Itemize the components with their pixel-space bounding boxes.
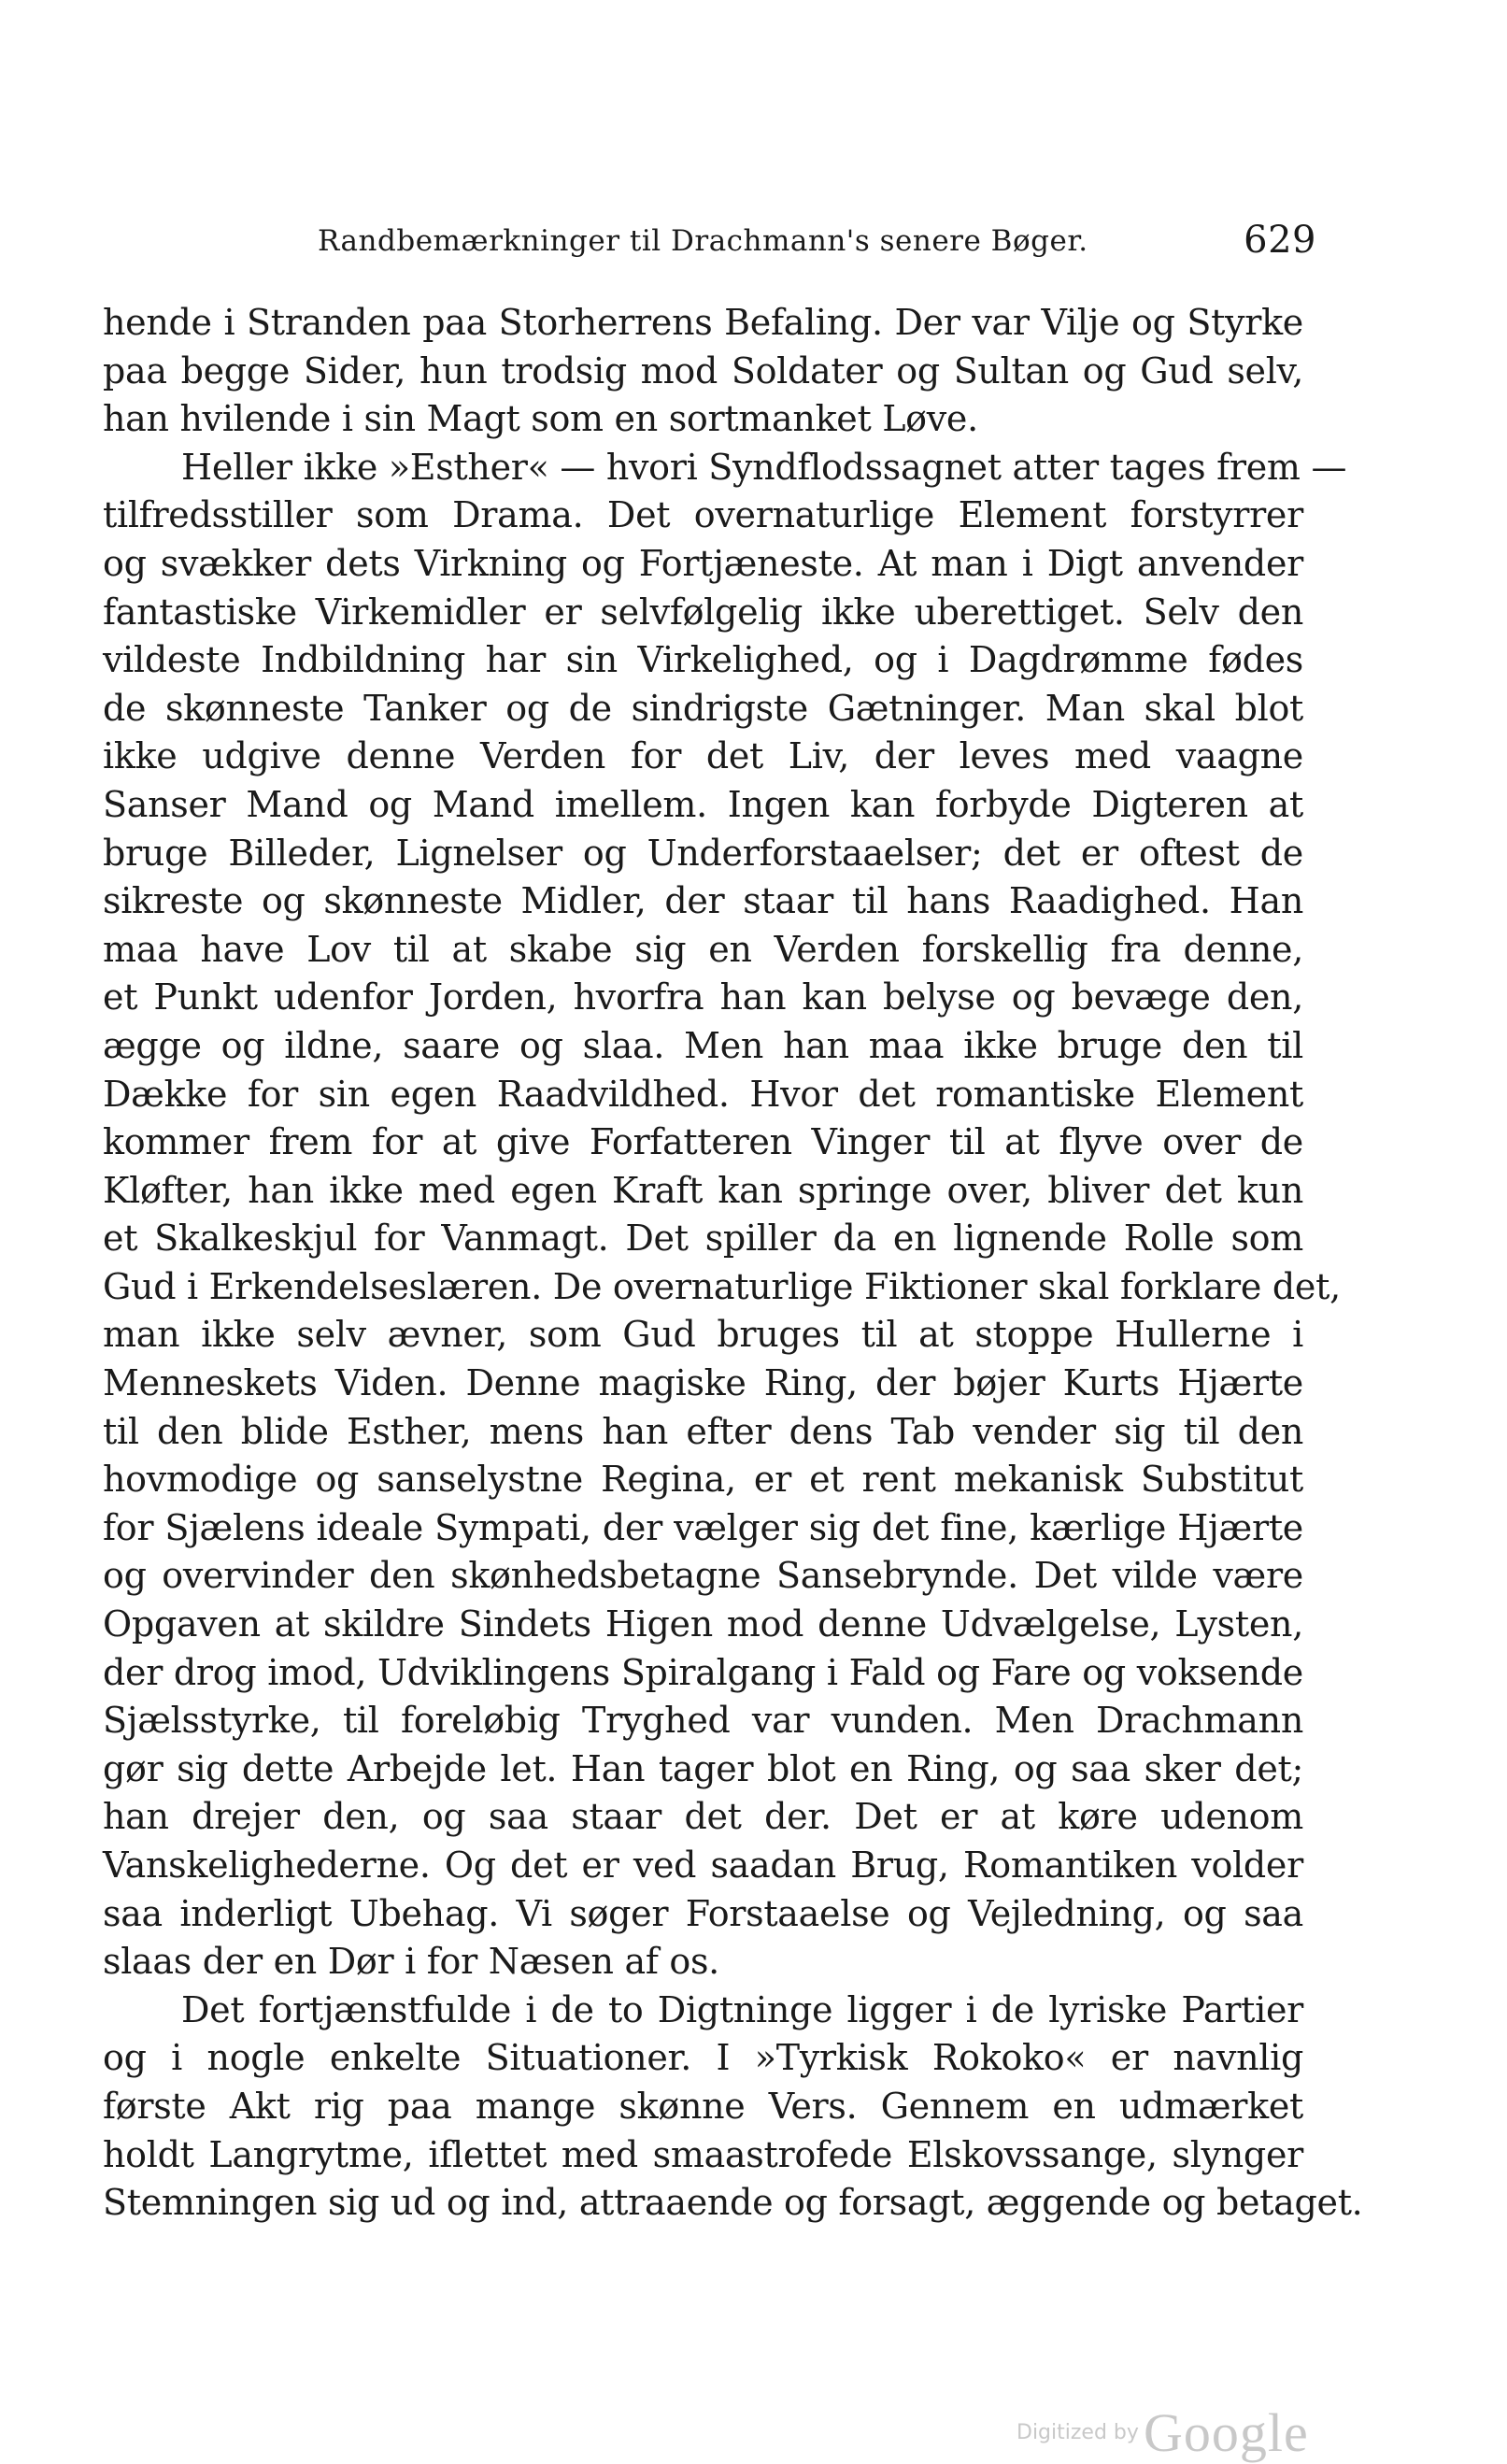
text-line: Gud i Erkendelseslæren. De overnaturlige Fiktioner skal forklare det, xyxy=(103,1265,1341,1307)
text-line: holdt Langrytme, iflettet med smaastrofede Elskovssange, slynger xyxy=(103,2133,1303,2175)
text-line: Opgaven at skildre Sindets Higen mod denne Udvælgelse, Lysten, xyxy=(103,1603,1303,1645)
text-line: et Punkt udenfor Jorden, hvorfra han kan belyse og bevæge den, xyxy=(103,976,1303,1018)
text-line: Det fortjænstfulde i de to Digtninge ligger i de lyriske Partier xyxy=(181,1988,1303,2030)
text-line: Kløfter, han ikke med egen Kraft kan springe over, bliver det kun xyxy=(103,1169,1303,1211)
text-line: Sjælsstyrke, til foreløbig Tryghed var vunden. Men Drachmann xyxy=(103,1700,1303,1742)
text-line: maa have Lov til at skabe sig en Verden forskellig fra denne, xyxy=(103,928,1303,970)
text-line: et Skalkeskjul for Vanmagt. Det spiller da en lignende Rolle som xyxy=(103,1218,1303,1260)
body-text xyxy=(103,299,1363,2228)
text-line: Vanskelighederne. Og det er ved saadan Brug, Romantiken volder xyxy=(103,1844,1303,1886)
text-line: han hvilende i sin Magt som en sortmanket Løve. xyxy=(103,398,978,440)
running-title: Randbemærkninger til Drachmann's senere Bøger. xyxy=(318,224,1088,258)
text-line: Heller ikke »Esther« — hvori Syndflodssagnet atter tages frem — xyxy=(181,446,1347,488)
text-line: gør sig dette Arbejde let. Han tager blot en Ring, og saa sker det; xyxy=(103,1747,1303,1789)
text-line: og overvinder den skønhedsbetagne Sansebrynde. Det vilde være xyxy=(103,1555,1303,1597)
text-line: slaas der en Dør i for Næsen af os. xyxy=(103,1941,719,1983)
page-number: 629 xyxy=(1244,219,1316,262)
text-line: Sanser Mand og Mand imellem. Ingen kan forbyde Digteren at xyxy=(103,783,1303,825)
text-line: saa inderligt Ubehag. Vi søger Forstaaelse og Vejledning, og saa xyxy=(103,1892,1303,1934)
google-logo: Google xyxy=(1144,2402,1309,2463)
text-line: kommer frem for at give Forfatteren Vinger til at flyve over de xyxy=(103,1121,1303,1163)
digitized-watermark xyxy=(1017,2401,1309,2464)
text-line: og svækker dets Virkning og Fortjæneste. At man i Digt anvender xyxy=(103,542,1303,584)
text-line: tilfredsstiller som Drama. Det overnaturlige Element forstyrrer xyxy=(103,494,1303,536)
text-line: de skønneste Tanker og de sindrigste Gætninger. Man skal blot xyxy=(103,687,1303,729)
text-line: bruge Billeder, Lignelser og Underforstaaelser; det er oftest de xyxy=(103,832,1303,874)
text-line: hende i Stranden paa Storherrens Befaling. Der var Vilje og Styrke xyxy=(103,302,1303,343)
text-line: Dække for sin egen Raadvildhed. Hvor det romantiske Element xyxy=(103,1073,1303,1115)
book-page xyxy=(103,215,1363,2228)
text-line: for Sjælens ideale Sympati, der vælger sig det fine, kærlige Hjærte xyxy=(103,1506,1303,1548)
text-line: vildeste Indbildning har sin Virkelighed, og i Dagdrømme fødes xyxy=(103,639,1303,681)
text-line: ægge og ildne, saare og slaa. Men han maa ikke bruge den til xyxy=(103,1024,1303,1066)
text-line: Menneskets Viden. Denne magiske Ring, der bøjer Kurts Hjærte xyxy=(103,1362,1303,1404)
text-line: fantastiske Virkemidler er selvfølgelig ikke uberettiget. Selv den xyxy=(103,591,1303,633)
text-line: der drog imod, Udviklingens Spiralgang i Fald og Fare og voksende xyxy=(103,1651,1303,1693)
text-line: og i nogle enkelte Situationer. I »Tyrkisk Rokoko« er navnlig xyxy=(103,2037,1303,2079)
text-line: man ikke selv ævner, som Gud bruges til at stoppe Hullerne i xyxy=(103,1314,1303,1356)
text-line: Stemningen sig ud og ind, attraaende og forsagt, æggende og betaget. xyxy=(103,2182,1363,2224)
text-line: ikke udgive denne Verden for det Liv, der leves med vaagne xyxy=(103,735,1303,777)
watermark-prefix: Digitized by xyxy=(1017,2421,1139,2444)
text-line: sikreste og skønneste Midler, der staar til hans Raadighed. Han xyxy=(103,880,1303,922)
text-line: han drejer den, og saa staar det der. Det er at køre udenom xyxy=(103,1796,1303,1838)
text-line: til den blide Esther, mens han efter dens Tab vender sig til den xyxy=(103,1410,1303,1452)
text-line: hovmodige og sanselystne Regina, er et rent mekanisk Substitut xyxy=(103,1459,1303,1501)
running-header xyxy=(103,215,1316,271)
text-line: paa begge Sider, hun trodsig mod Soldater og Sultan og Gud selv, xyxy=(103,349,1303,392)
text-line: første Akt rig paa mange skønne Vers. Gennem en udmærket xyxy=(103,2085,1303,2127)
